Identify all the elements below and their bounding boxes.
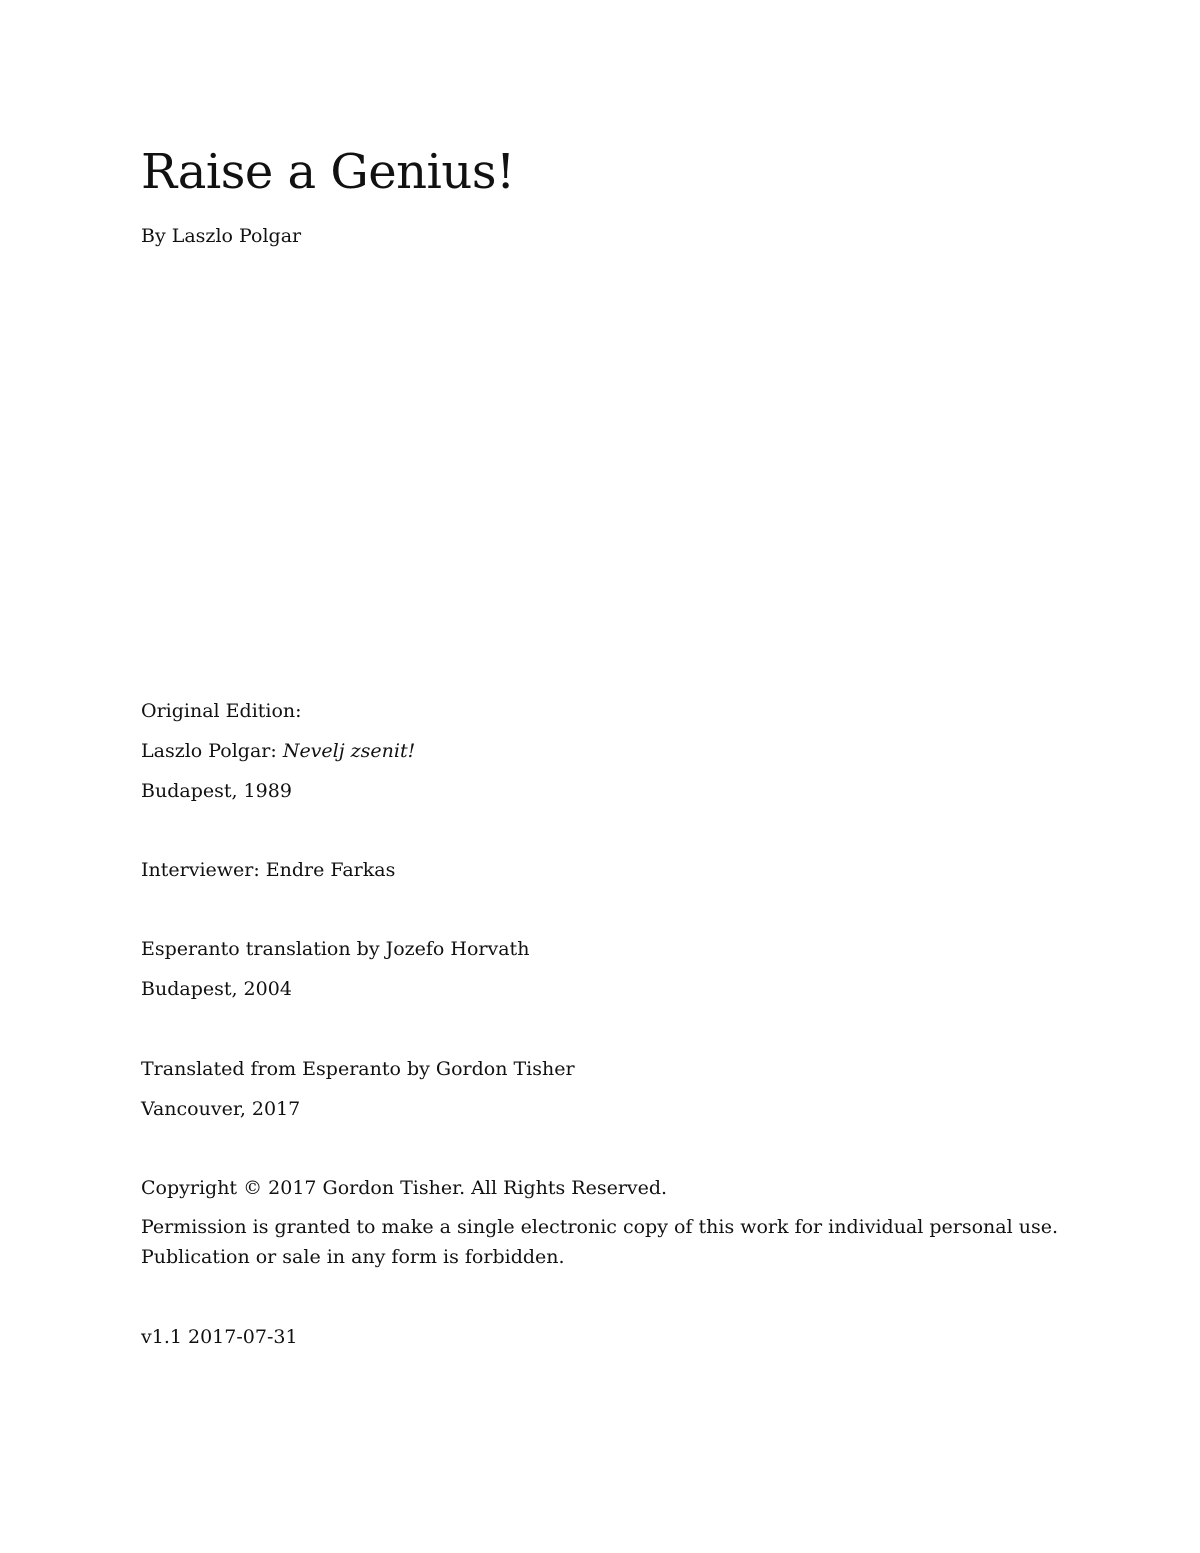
esperanto-translation-credit: Esperanto translation by Jozefo Horvath: [141, 938, 530, 960]
original-edition-place-year: Budapest, 1989: [141, 780, 292, 802]
byline: By Laszlo Polgar: [141, 225, 302, 247]
original-edition-heading: Original Edition:: [141, 700, 302, 722]
copyright-notice: Copyright © 2017 Gordon Tisher. All Rights Reserved.: [141, 1177, 668, 1199]
english-place-year: Vancouver, 2017: [141, 1098, 301, 1120]
english-translation-credit: Translated from Esperanto by Gordon Tisher: [141, 1058, 575, 1080]
permission-notice: Permission is granted to make a single electronic copy of this work for individual personal use. Publication or sale in any form is forbidden.: [141, 1216, 1059, 1268]
esperanto-place-year: Budapest, 2004: [141, 978, 292, 1000]
version-stamp: v1.1 2017-07-31: [141, 1326, 298, 1348]
original-edition-author: [141, 737, 415, 765]
book-title: Raise a Genius!: [141, 144, 515, 200]
interviewer-credit: Interviewer: Endre Farkas: [141, 859, 396, 881]
original-author-prefix: Laszlo Polgar:: [141, 740, 283, 762]
original-title: Nevelj zsenit!: [282, 740, 416, 762]
